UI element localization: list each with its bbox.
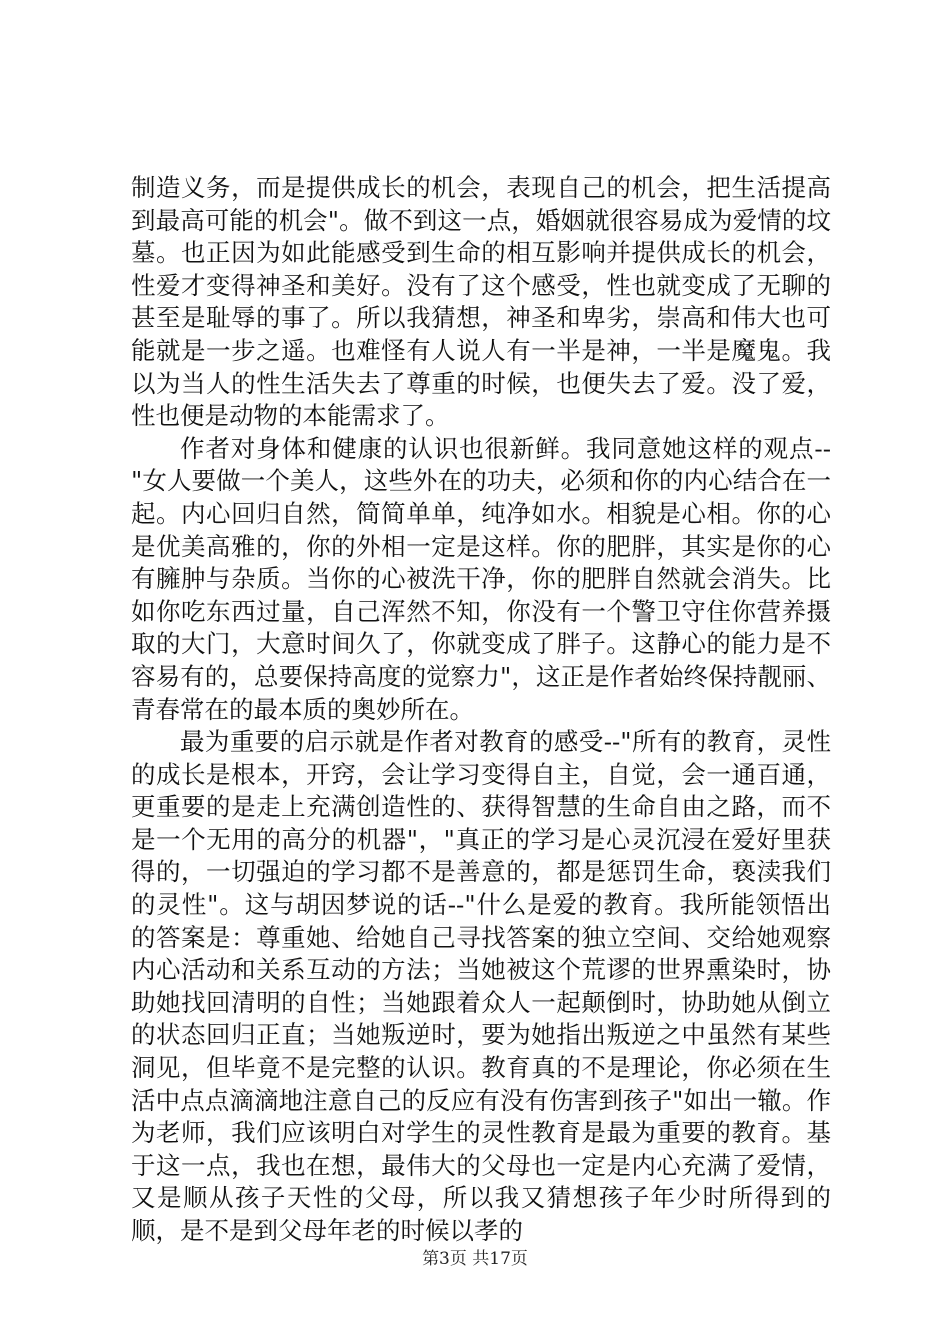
document-body (131, 172, 831, 1248)
paragraph-2: 作者对身体和健康的认识也很新鲜。我同意她这样的观点--"女人要做一个美人，这些外在的功夫，必须和你的内心结合在一起。内心回归自然，简简单单，纯净如水。相貌是心相。你的心是优美高雅的，你的外相一定是这样。你的肥胖，其实是你的心有臃肿与杂质。当你的心被洗干净，你的肥胖自然就会消失。比如你吃东西过量，自己浑然不知，你没有一个警卫守住你营养摄取的大门，大意时间久了，你就变成了胖子。这静心的能力是不容易有的，总要保持高度的觉察力"，这正是作者始终保持靓丽、青春常在的最本质的奥妙所在。 (131, 433, 831, 724)
page-number-footer: 第3页 共17页 (422, 1249, 528, 1269)
paragraph-1: 制造义务，而是提供成长的机会，表现自己的机会，把生活提高到最高可能的机会"。做不到这一点，婚姻就很容易成为爱情的坟墓。也正因为如此能感受到生命的相互影响并提供成长的机会，性爱才变得神圣和美好。没有了这个感受，性也就变成了无聊的甚至是耻辱的事了。所以我猜想，神圣和卑劣，崇高和伟大也可能就是一步之遥。也难怪有人说人有一半是神，一半是魔鬼。我以为当人的性生活失去了尊重的时候，也便失去了爱。没了爱，性也便是动物的本能需求了。 (131, 173, 831, 431)
paragraph-3: 最为重要的启示就是作者对教育的感受--"所有的教育，灵性的成长是根本，开窍，会让学习变得自主，自觉，会一通百通，更重要的是走上充满创造性的、获得智慧的生命自由之路，而不是一个无用的高分的机器"，"真正的学习是心灵沉浸在爱好里获得的，一切强迫的学习都不是善意的，都是惩罚生命，亵渎我们的灵性"。这与胡因梦说的话--"什么是爱的教育。我所能领悟出的答案是：尊重她、给她自己寻找答案的独立空间、交给她观察内心活动和关系互动的方法；当她被这个荒谬的世界熏染时，协助她找回清明的自性；当她跟着众人一起颠倒时，协助她从倒立的状态回归正直；当她叛逆时，要为她指出叛逆之中虽然有某些洞见，但毕竟不是完整的认识。教育真的不是理论，你必须在生活中点点滴滴地注意自己的反应有没有伤害到孩子"如出一辙。作为老师，我们应该明白对学生的灵性教育是最为重要的教育。基于这一点，我也在想，最伟大的父母也一定是内心充满了爱情，又是顺从孩子天性的父母，所以我又猜想孩子年少时所得到的顺，是不是到父母年老的时候以孝的 (131, 727, 831, 1245)
